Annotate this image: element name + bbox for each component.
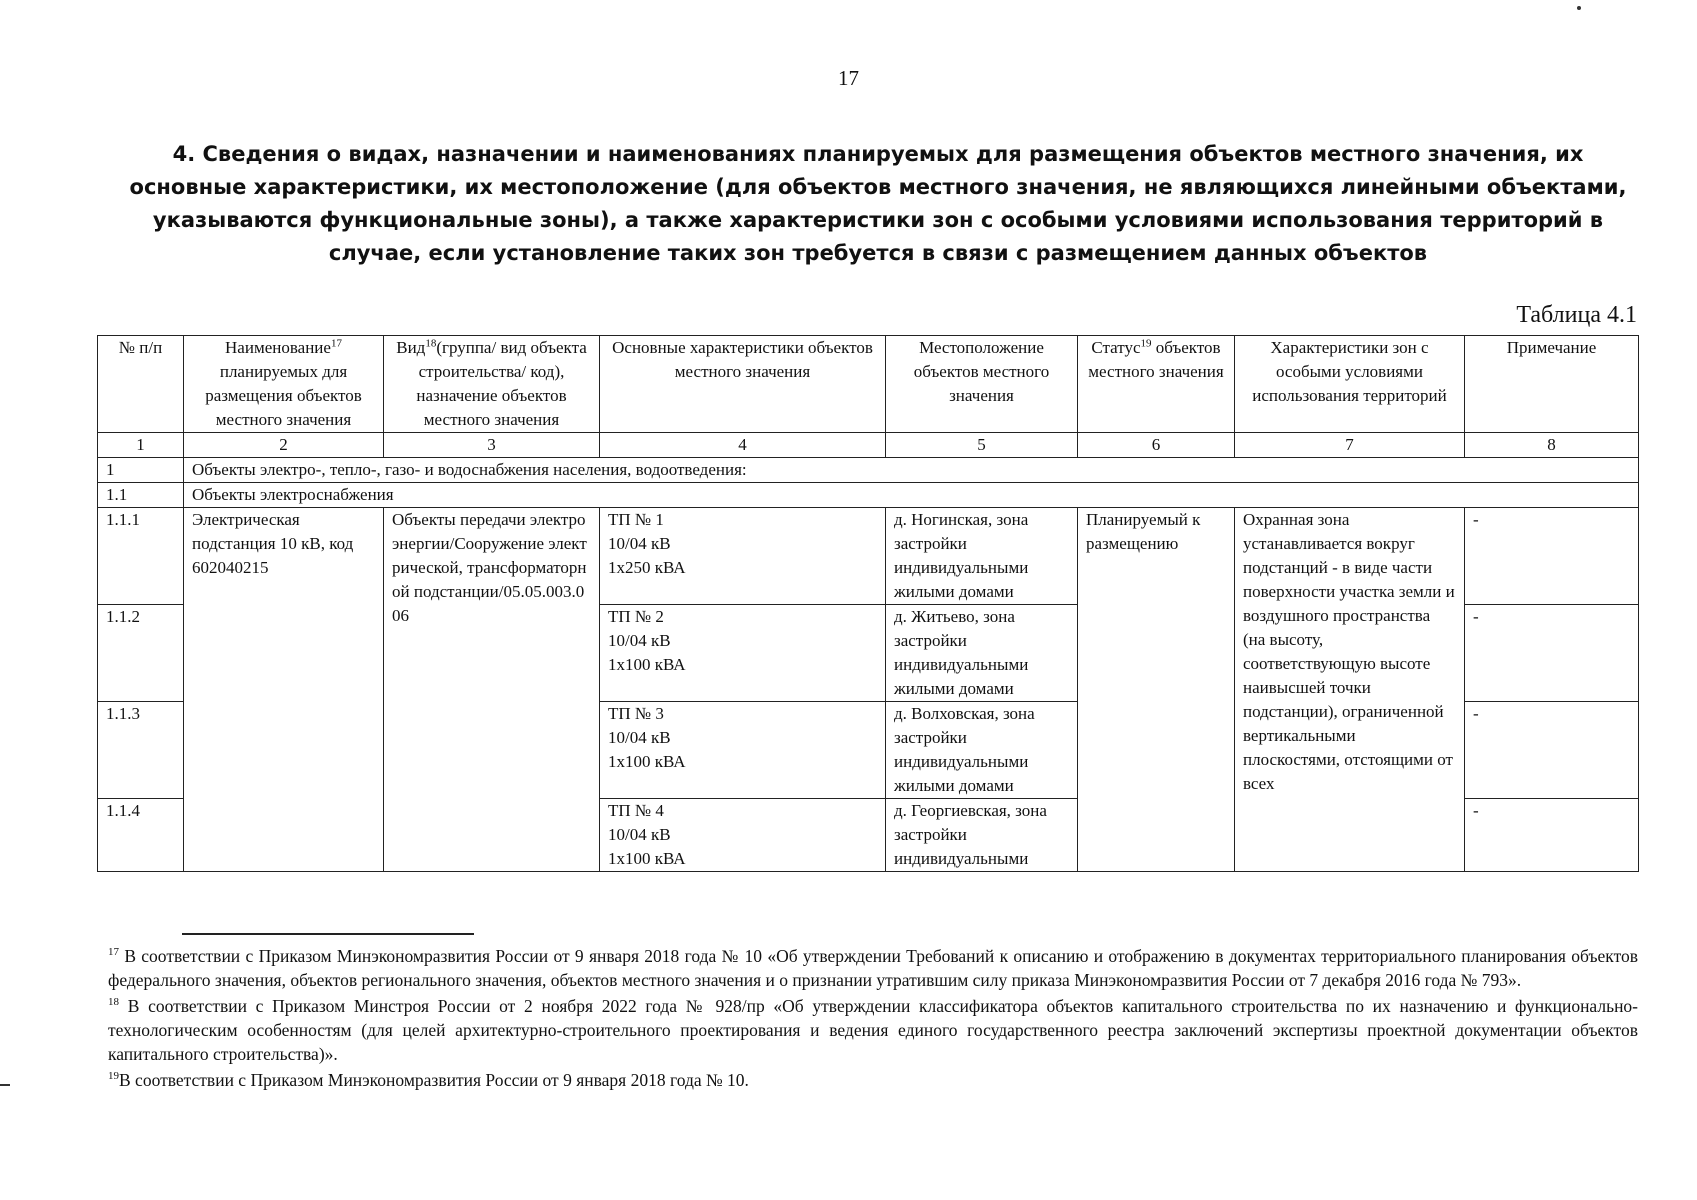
column-number: 8 [1465, 433, 1639, 458]
header-note: Примечание [1465, 336, 1639, 433]
footnotes [108, 944, 1638, 1094]
object-location: д. Георгиевская, зона застройки индивидуальными [886, 799, 1078, 872]
column-number: 5 [886, 433, 1078, 458]
table-caption: Таблица 4.1 [1516, 302, 1637, 328]
object-kind: Объекты передачи электроэнергии/Сооружение электрической, трансформаторной подстанции/05.05.003.006 [384, 508, 600, 872]
scan-dot [1577, 6, 1581, 10]
row-num: 1.1.1 [98, 508, 184, 605]
object-location: д. Житьево, зона застройки индивидуальными жилыми домами [886, 605, 1078, 702]
section-heading: 4. Сведения о видах, назначении и наименованиях планируемых для размещения объектов местного значения, их основные характеристики, их местоположение (для объектов местного значения, не являющихся линейными объектами, указываются функциональные зоны), а также характеристики зон с особыми условиями использования территорий в случае, если установление таких зон требуется в связи с размещением данных объектов [129, 142, 1627, 265]
footnote-separator [182, 933, 474, 935]
object-location: д. Ногинская, зона застройки индивидуальными жилыми домами [886, 508, 1078, 605]
footnote: $^{18}$ В соответствии с Приказом Минстроя России от 2 ноября 2022 года № 928/пр «Об утверждении классификатора объектов капитального строительства по их назначению и функционально-технологическим особенностям (для целей архитектурно-строительного проектирования и ведения единого государственного реестра заключений экспертизы проектной документации объектов капитального строительства)». [108, 996, 1639, 1064]
column-number: 4 [600, 433, 886, 458]
table-header-row [98, 336, 1639, 433]
object-chars: ТП № 1 10/04 кВ 1х250 кВА [600, 508, 886, 605]
object-note: - [1465, 702, 1639, 799]
section-title: Объекты электро-, тепло-, газо- и водоснабжения населения, водоотведения: [184, 458, 1639, 483]
object-chars: ТП № 4 10/04 кВ 1х100 кВА [600, 799, 886, 872]
page-number: 17 [838, 66, 859, 90]
object-chars: ТП № 2 10/04 кВ 1х100 кВА [600, 605, 886, 702]
header-location: Местоположение объектов местного значения [886, 336, 1078, 433]
column-number-row [98, 433, 1639, 458]
header-kind: Вид$^{18}$(группа/ вид объекта строительства/ код), назначение объектов местного значения [384, 336, 600, 433]
header-status: Статус$^{19}$ объектов местного значения [1078, 336, 1235, 433]
footnote: $^{19}$В соответствии с Приказом Минэкономразвития России от 9 января 2018 года № 10. [108, 1070, 749, 1090]
table-row [98, 508, 1639, 605]
column-number: 2 [184, 433, 384, 458]
scan-mark [0, 1084, 10, 1086]
header-name: Наименование$^{17}$ планируемых для размещения объектов местного значения [184, 336, 384, 433]
section-title: Объекты электроснабжения [184, 483, 1639, 508]
column-number: 3 [384, 433, 600, 458]
header-zones: Характеристики зон с особыми условиями использования территорий [1235, 336, 1465, 433]
column-number: 1 [98, 433, 184, 458]
object-name: Электрическая подстанция 10 кВ, код 602040215 [184, 508, 384, 872]
object-note: - [1465, 605, 1639, 702]
section-num: 1 [98, 458, 184, 483]
row-num: 1.1.2 [98, 605, 184, 702]
row-num: 1.1.4 [98, 799, 184, 872]
column-number: 6 [1078, 433, 1235, 458]
row-num: 1.1.3 [98, 702, 184, 799]
object-status: Планируемый к размещению [1078, 508, 1235, 872]
object-chars: ТП № 3 10/04 кВ 1х100 кВА [600, 702, 886, 799]
section-row-1 [98, 458, 1639, 483]
object-location: д. Волховская, зона застройки индивидуальными жилыми домами [886, 702, 1078, 799]
section-num: 1.1 [98, 483, 184, 508]
zone-characteristics: Охранная зона устанавливается вокруг подстанций - в виде части поверхности участка земли и воздушного пространства (на высоту, соответствующую высоте наивысшей точки подстанции), ограниченной вертикальными плоскостями, отстоящими от всех [1235, 508, 1465, 872]
column-number: 7 [1235, 433, 1465, 458]
object-note: - [1465, 508, 1639, 605]
footnote: $^{17}$ В соответствии с Приказом Минэкономразвития России от 9 января 2018 года № 10 «Об утверждении Требований к описанию и отображению в документах территориального планирования объектов федерального значения, объектов регионального значения, объектов местного значения и о признании утратившим силу приказа Минэкономразвития России от 7 декабря 2016 года № 793». [108, 946, 1638, 990]
object-note: - [1465, 799, 1639, 872]
objects-table [97, 335, 1639, 872]
header-chars: Основные характеристики объектов местного значения [600, 336, 886, 433]
section-row-1-1 [98, 483, 1639, 508]
header-num: № п/п [98, 336, 184, 433]
